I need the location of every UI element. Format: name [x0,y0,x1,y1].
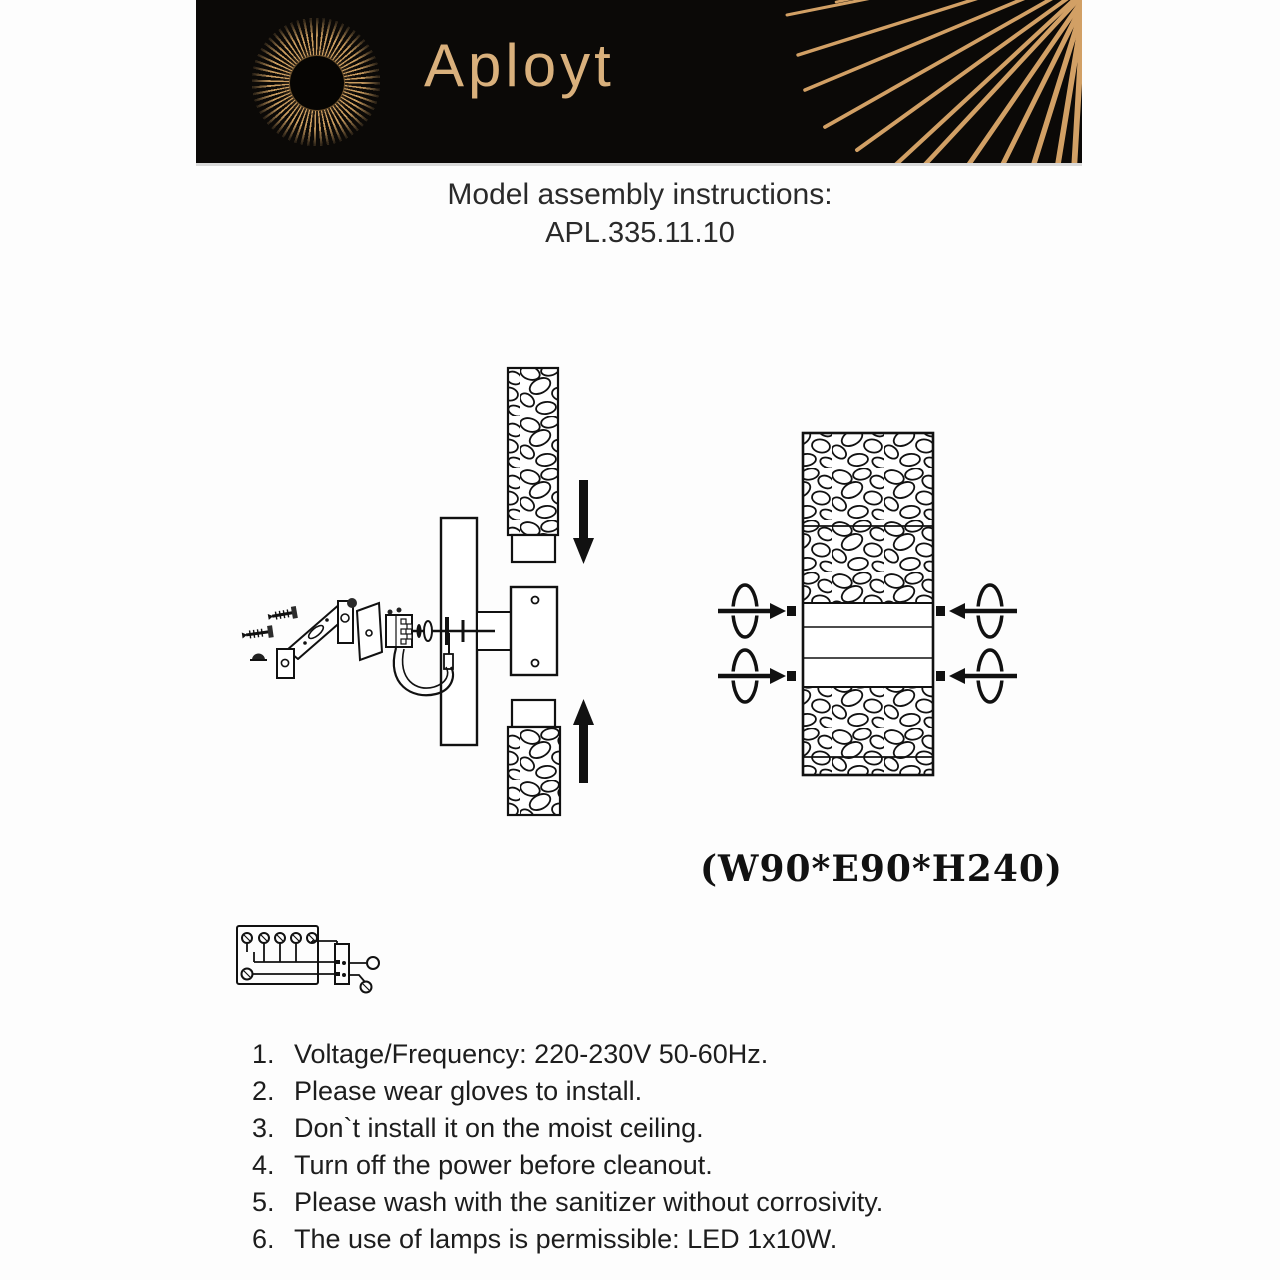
rotate-screw-icon [949,650,1017,702]
instruction-list [252,1036,1112,1258]
instruction-number: 5. [252,1187,275,1217]
instruction-text: Turn off the power before cleanout. [294,1150,713,1180]
rotate-screw-icon [718,585,786,637]
instruction-text: Please wear gloves to install. [294,1076,643,1106]
rotate-screw-icon [718,650,786,702]
instruction-item [252,1221,1112,1258]
wiring-diagram [237,926,379,993]
down-arrow-icon [573,480,594,564]
up-arrow-icon [573,699,594,783]
instruction-text: Don`t install it on the moist ceiling. [294,1113,704,1143]
instruction-item [252,1036,1112,1073]
instruction-item [252,1184,1112,1221]
instruction-text: Voltage/Frequency: 220-230V 50-60Hz. [294,1039,769,1069]
instruction-number: 6. [252,1224,275,1254]
rotate-screw-icon [949,585,1017,637]
instruction-number: 1. [252,1039,275,1069]
instruction-number: 2. [252,1076,275,1106]
instruction-item [252,1073,1112,1110]
instruction-item [252,1110,1112,1147]
dimension-label: (W90*E90*H240) [700,848,1063,890]
exploded-assembly-diagram [241,368,594,815]
assembled-lamp-diagram [718,433,1017,775]
instruction-text: Please wash with the sanitizer without corrosivity. [294,1187,884,1217]
page-title: Model assembly instructions: [447,178,833,211]
brand-name: Aployt [424,32,615,99]
model-number: APL.335.11.10 [545,217,735,249]
instruction-number: 3. [252,1113,275,1143]
instruction-text: The use of lamps is permissible: LED 1x10W. [294,1224,838,1254]
instruction-number: 4. [252,1150,275,1180]
instruction-item [252,1147,1112,1184]
